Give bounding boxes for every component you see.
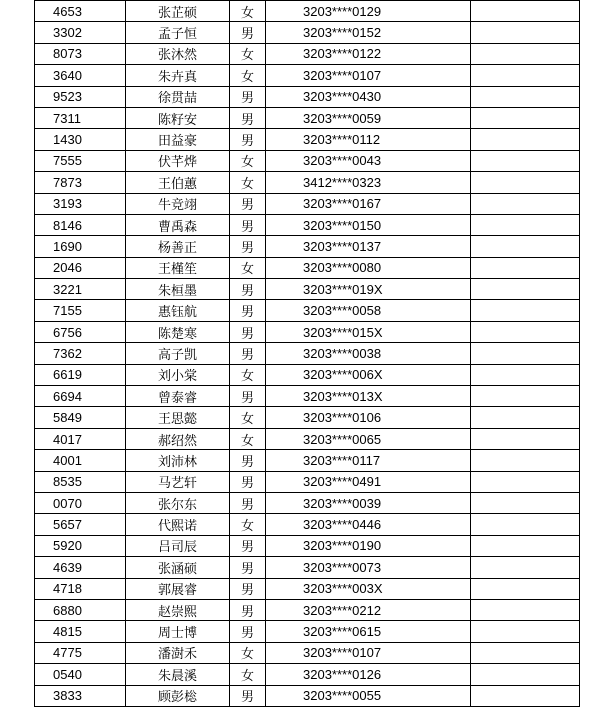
id-cell: 6880 [35,599,126,620]
id-number-cell: 3203****0107 [266,642,471,663]
id-cell: 4001 [35,450,126,471]
gender-cell: 男 [230,107,266,128]
id-number-cell: 3203****0126 [266,664,471,685]
empty-cell [471,43,580,64]
id-cell: 4775 [35,642,126,663]
id-cell: 4653 [35,1,126,22]
name-cell: 朱桓墨 [126,279,230,300]
id-cell: 7362 [35,343,126,364]
empty-cell [471,86,580,107]
gender-cell: 女 [230,43,266,64]
id-cell: 3221 [35,279,126,300]
empty-cell [471,428,580,449]
id-number-cell: 3203****0055 [266,685,471,706]
gender-cell: 男 [230,300,266,321]
id-cell: 3833 [35,685,126,706]
id-number-cell: 3203****0058 [266,300,471,321]
gender-cell: 女 [230,150,266,171]
empty-cell [471,343,580,364]
id-number-cell: 3203****0112 [266,129,471,150]
name-cell: 张沐然 [126,43,230,64]
gender-cell: 男 [230,450,266,471]
id-cell: 0540 [35,664,126,685]
id-cell: 6756 [35,321,126,342]
empty-cell [471,642,580,663]
id-cell: 5920 [35,535,126,556]
gender-cell: 女 [230,664,266,685]
name-cell: 赵崇熙 [126,599,230,620]
id-cell: 0070 [35,492,126,513]
empty-cell [471,214,580,235]
name-cell: 郭展睿 [126,578,230,599]
name-cell: 王槿笙 [126,257,230,278]
name-cell: 代熙诺 [126,514,230,535]
id-cell: 7311 [35,107,126,128]
empty-cell [471,621,580,642]
id-number-cell: 3203****003X [266,578,471,599]
id-number-cell: 3203****0446 [266,514,471,535]
gender-cell: 男 [230,236,266,257]
id-number-cell: 3203****0073 [266,557,471,578]
empty-cell [471,257,580,278]
id-number-cell: 3203****0150 [266,214,471,235]
gender-cell: 女 [230,428,266,449]
table-row [35,557,580,578]
gender-cell: 男 [230,386,266,407]
name-cell: 潘澍禾 [126,642,230,663]
gender-cell: 女 [230,407,266,428]
name-cell: 孟子恒 [126,22,230,43]
name-cell: 曹禹森 [126,214,230,235]
roster-table-body [35,1,580,707]
roster-table-container [34,0,580,707]
id-cell: 4815 [35,621,126,642]
id-number-cell: 3203****013X [266,386,471,407]
id-number-cell: 3203****0167 [266,193,471,214]
id-number-cell: 3203****0106 [266,407,471,428]
id-number-cell: 3412****0323 [266,172,471,193]
empty-cell [471,150,580,171]
table-row [35,471,580,492]
table-row [35,450,580,471]
table-row [35,214,580,235]
id-cell: 7555 [35,150,126,171]
id-cell: 8535 [35,471,126,492]
gender-cell: 男 [230,578,266,599]
name-cell: 刘小棠 [126,364,230,385]
table-row [35,129,580,150]
gender-cell: 男 [230,685,266,706]
id-number-cell: 3203****0190 [266,535,471,556]
id-number-cell: 3203****0212 [266,599,471,620]
id-cell: 4017 [35,428,126,449]
table-row [35,386,580,407]
table-row [35,535,580,556]
id-cell: 6619 [35,364,126,385]
name-cell: 张涵硕 [126,557,230,578]
gender-cell: 男 [230,279,266,300]
gender-cell: 女 [230,364,266,385]
name-cell: 朱卉真 [126,65,230,86]
name-cell: 陈楚寒 [126,321,230,342]
gender-cell: 女 [230,257,266,278]
name-cell: 张芷硕 [126,1,230,22]
empty-cell [471,236,580,257]
table-row [35,428,580,449]
empty-cell [471,279,580,300]
gender-cell: 女 [230,172,266,193]
id-number-cell: 3203****0059 [266,107,471,128]
id-number-cell: 3203****0491 [266,471,471,492]
name-cell: 惠钰航 [126,300,230,321]
id-number-cell: 3203****015X [266,321,471,342]
gender-cell: 男 [230,86,266,107]
empty-cell [471,65,580,86]
id-number-cell: 3203****0129 [266,1,471,22]
name-cell: 伏芊烨 [126,150,230,171]
table-row [35,300,580,321]
table-row [35,22,580,43]
empty-cell [471,514,580,535]
empty-cell [471,321,580,342]
table-row [35,193,580,214]
empty-cell [471,492,580,513]
table-row [35,621,580,642]
id-number-cell: 3203****0152 [266,22,471,43]
id-number-cell: 3203****019X [266,279,471,300]
table-row [35,279,580,300]
name-cell: 王伯蕙 [126,172,230,193]
name-cell: 王思懿 [126,407,230,428]
id-number-cell: 3203****0430 [266,86,471,107]
table-row [35,407,580,428]
table-row [35,642,580,663]
gender-cell: 男 [230,22,266,43]
table-row [35,364,580,385]
empty-cell [471,300,580,321]
gender-cell: 男 [230,321,266,342]
empty-cell [471,1,580,22]
empty-cell [471,172,580,193]
id-number-cell: 3203****0065 [266,428,471,449]
empty-cell [471,450,580,471]
id-number-cell: 3203****0615 [266,621,471,642]
id-number-cell: 3203****0043 [266,150,471,171]
id-cell: 4639 [35,557,126,578]
name-cell: 杨善正 [126,236,230,257]
empty-cell [471,578,580,599]
gender-cell: 男 [230,535,266,556]
gender-cell: 男 [230,492,266,513]
id-cell: 9523 [35,86,126,107]
name-cell: 刘沛林 [126,450,230,471]
table-row [35,150,580,171]
id-cell: 2046 [35,257,126,278]
id-number-cell: 3203****0117 [266,450,471,471]
id-cell: 7873 [35,172,126,193]
name-cell: 陈籽安 [126,107,230,128]
name-cell: 高子凯 [126,343,230,364]
table-row [35,343,580,364]
gender-cell: 男 [230,599,266,620]
table-row [35,685,580,706]
id-cell: 1690 [35,236,126,257]
id-cell: 8146 [35,214,126,235]
gender-cell: 女 [230,514,266,535]
id-number-cell: 3203****0039 [266,492,471,513]
id-cell: 3640 [35,65,126,86]
empty-cell [471,107,580,128]
id-number-cell: 3203****006X [266,364,471,385]
empty-cell [471,22,580,43]
id-number-cell: 3203****0137 [266,236,471,257]
empty-cell [471,557,580,578]
name-cell: 周士博 [126,621,230,642]
gender-cell: 男 [230,471,266,492]
name-cell: 曾泰睿 [126,386,230,407]
table-row [35,514,580,535]
gender-cell: 男 [230,343,266,364]
id-cell: 4718 [35,578,126,599]
id-cell: 6694 [35,386,126,407]
empty-cell [471,407,580,428]
empty-cell [471,471,580,492]
table-row [35,257,580,278]
table-row [35,236,580,257]
name-cell: 吕司辰 [126,535,230,556]
gender-cell: 女 [230,642,266,663]
table-row [35,1,580,22]
empty-cell [471,193,580,214]
empty-cell [471,535,580,556]
gender-cell: 女 [230,65,266,86]
gender-cell: 男 [230,557,266,578]
empty-cell [471,599,580,620]
name-cell: 田益豪 [126,129,230,150]
gender-cell: 男 [230,621,266,642]
id-cell: 3302 [35,22,126,43]
id-cell: 3193 [35,193,126,214]
id-cell: 7155 [35,300,126,321]
empty-cell [471,129,580,150]
name-cell: 马艺轩 [126,471,230,492]
id-cell: 1430 [35,129,126,150]
gender-cell: 男 [230,214,266,235]
id-cell: 5849 [35,407,126,428]
gender-cell: 男 [230,129,266,150]
roster-table [34,0,580,707]
gender-cell: 男 [230,193,266,214]
table-row [35,321,580,342]
name-cell: 朱晨溪 [126,664,230,685]
table-row [35,492,580,513]
id-number-cell: 3203****0038 [266,343,471,364]
id-cell: 8073 [35,43,126,64]
empty-cell [471,685,580,706]
table-row [35,65,580,86]
empty-cell [471,664,580,685]
name-cell: 顾彭棇 [126,685,230,706]
table-row [35,578,580,599]
table-row [35,664,580,685]
id-number-cell: 3203****0080 [266,257,471,278]
table-row [35,43,580,64]
name-cell: 徐贯喆 [126,86,230,107]
empty-cell [471,386,580,407]
table-row [35,172,580,193]
name-cell: 张尔东 [126,492,230,513]
id-number-cell: 3203****0107 [266,65,471,86]
table-row [35,86,580,107]
id-number-cell: 3203****0122 [266,43,471,64]
id-cell: 5657 [35,514,126,535]
table-row [35,599,580,620]
gender-cell: 女 [230,1,266,22]
empty-cell [471,364,580,385]
name-cell: 郝绍然 [126,428,230,449]
table-row [35,107,580,128]
name-cell: 牛竞翊 [126,193,230,214]
